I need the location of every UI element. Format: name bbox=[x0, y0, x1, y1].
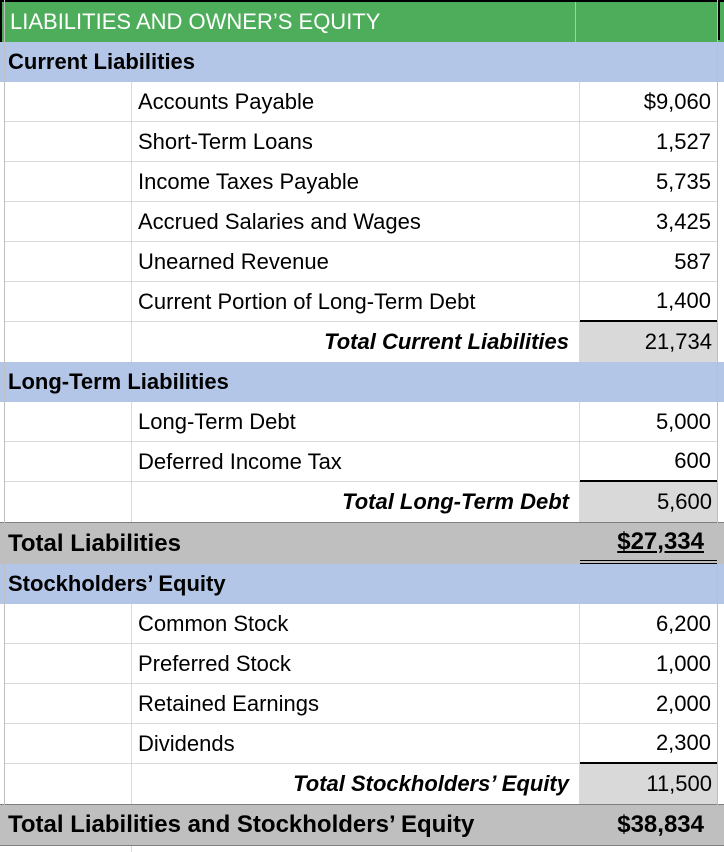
row-spacer-cell bbox=[4, 604, 132, 644]
long-term-liabilities-total-value[interactable]: 5,600 bbox=[580, 482, 718, 522]
current-liabilities-item-label[interactable]: Accrued Salaries and Wages bbox=[132, 202, 580, 242]
current-liabilities-item-value[interactable]: 3,425 bbox=[580, 202, 718, 242]
current-liabilities-item-row bbox=[0, 242, 724, 282]
current-liabilities-item-value[interactable]: 1,527 bbox=[580, 122, 718, 162]
long-term-liabilities-heading[interactable]: Long-Term Liabilities bbox=[8, 369, 229, 394]
stockholders-equity-item-row bbox=[0, 724, 724, 764]
current-liabilities-item-value[interactable]: 587 bbox=[580, 242, 718, 282]
current-liabilities-heading-row bbox=[0, 42, 724, 82]
long-term-liabilities-item-row bbox=[0, 402, 724, 442]
current-liabilities-item-label[interactable]: Short-Term Loans bbox=[132, 122, 580, 162]
header-empty-cell bbox=[582, 0, 720, 40]
long-term-liabilities-item-label[interactable]: Long-Term Debt bbox=[132, 402, 580, 442]
current-liabilities-heading[interactable]: Current Liabilities bbox=[8, 49, 196, 74]
current-liabilities-item-value[interactable]: 5,735 bbox=[580, 162, 718, 202]
row-spacer-cell bbox=[4, 644, 132, 684]
current-liabilities-total-label[interactable]: Total Current Liabilities bbox=[132, 322, 580, 362]
row-spacer-cell bbox=[4, 322, 132, 362]
stockholders-equity-item-label[interactable]: Preferred Stock bbox=[132, 644, 580, 684]
long-term-liabilities-item-value[interactable]: 5,000 bbox=[580, 402, 718, 442]
stockholders-equity-item-row bbox=[0, 604, 724, 644]
current-liabilities-item-label[interactable]: Current Portion of Long-Term Debt bbox=[132, 282, 580, 322]
current-liabilities-item-row bbox=[0, 82, 724, 122]
sheet-header bbox=[0, 0, 724, 42]
header-title[interactable]: LIABILITIES AND OWNER’S EQUITY bbox=[6, 2, 576, 42]
long-term-liabilities-item-label[interactable]: Deferred Income Tax bbox=[132, 442, 580, 482]
current-liabilities-item-label[interactable]: Accounts Payable bbox=[132, 82, 580, 122]
stockholders-equity-item-label[interactable]: Retained Earnings bbox=[132, 684, 580, 724]
long-term-liabilities-heading-row bbox=[0, 362, 724, 402]
stockholders-equity-heading-row bbox=[0, 564, 724, 604]
row-spacer-cell bbox=[4, 202, 132, 242]
row-spacer-cell bbox=[4, 442, 132, 482]
current-liabilities-item-row bbox=[0, 282, 724, 322]
stockholders-equity-item-value[interactable]: 6,200 bbox=[580, 604, 718, 644]
stockholders-equity-item-label[interactable]: Dividends bbox=[132, 724, 580, 764]
row-spacer-cell bbox=[4, 724, 132, 764]
current-liabilities-item-row bbox=[0, 162, 724, 202]
long-term-liabilities-total-label[interactable]: Total Long-Term Debt bbox=[132, 482, 580, 522]
grand-total-row bbox=[0, 804, 724, 846]
grand-total-label[interactable]: Total Liabilities and Stockholders’ Equity bbox=[8, 811, 475, 838]
current-liabilities-item-label[interactable]: Unearned Revenue bbox=[132, 242, 580, 282]
row-spacer-cell bbox=[4, 684, 132, 724]
stockholders-equity-heading-value-cell bbox=[580, 564, 718, 604]
stockholders-equity-total-label[interactable]: Total Stockholders’ Equity bbox=[132, 764, 580, 804]
row-spacer-cell bbox=[4, 162, 132, 202]
stockholders-equity-item-value[interactable]: 2,000 bbox=[580, 684, 718, 724]
stockholders-equity-total-value[interactable]: 11,500 bbox=[580, 764, 718, 804]
stockholders-equity-item-row bbox=[0, 644, 724, 684]
current-liabilities-item-label[interactable]: Income Taxes Payable bbox=[132, 162, 580, 202]
stockholders-equity-item-value[interactable]: 1,000 bbox=[580, 644, 718, 684]
stockholders-equity-item-label[interactable]: Common Stock bbox=[132, 604, 580, 644]
current-liabilities-item-row bbox=[0, 122, 724, 162]
row-spacer-cell bbox=[4, 846, 132, 852]
row-spacer-cell bbox=[4, 764, 132, 804]
current-liabilities-total-value[interactable]: 21,734 bbox=[580, 322, 718, 362]
current-liabilities-item-value[interactable]: $9,060 bbox=[580, 82, 718, 122]
row-spacer-cell bbox=[4, 242, 132, 282]
stockholders-equity-item-row bbox=[0, 684, 724, 724]
current-liabilities-item-row bbox=[0, 202, 724, 242]
current-liabilities-total-row bbox=[0, 322, 724, 362]
current-liabilities-item-value[interactable]: 1,400 bbox=[580, 282, 718, 322]
grand-total-value[interactable]: $38,834 bbox=[617, 811, 704, 838]
stockholders-equity-item-value[interactable]: 2,300 bbox=[580, 724, 718, 764]
long-term-liabilities-item-value[interactable]: 600 bbox=[580, 442, 718, 482]
row-spacer-cell bbox=[4, 282, 132, 322]
row-spacer-cell bbox=[4, 482, 132, 522]
long-term-liabilities-total-row bbox=[0, 482, 724, 522]
trailing-row bbox=[0, 846, 724, 852]
long-term-liabilities-item-row bbox=[0, 442, 724, 482]
current-liabilities-heading-value-cell bbox=[580, 42, 718, 82]
row-spacer-cell bbox=[4, 82, 132, 122]
long-term-liabilities-heading-value-cell bbox=[580, 362, 718, 402]
row-spacer-cell bbox=[4, 122, 132, 162]
stockholders-equity-total-row bbox=[0, 764, 724, 804]
row-spacer-cell bbox=[4, 402, 132, 442]
stockholders-equity-heading[interactable]: Stockholders’ Equity bbox=[8, 571, 226, 596]
total-liabilities-row bbox=[0, 522, 724, 564]
total-liabilities-label[interactable]: Total Liabilities bbox=[8, 529, 181, 557]
total-liabilities-value[interactable]: $27,334 bbox=[580, 523, 718, 564]
